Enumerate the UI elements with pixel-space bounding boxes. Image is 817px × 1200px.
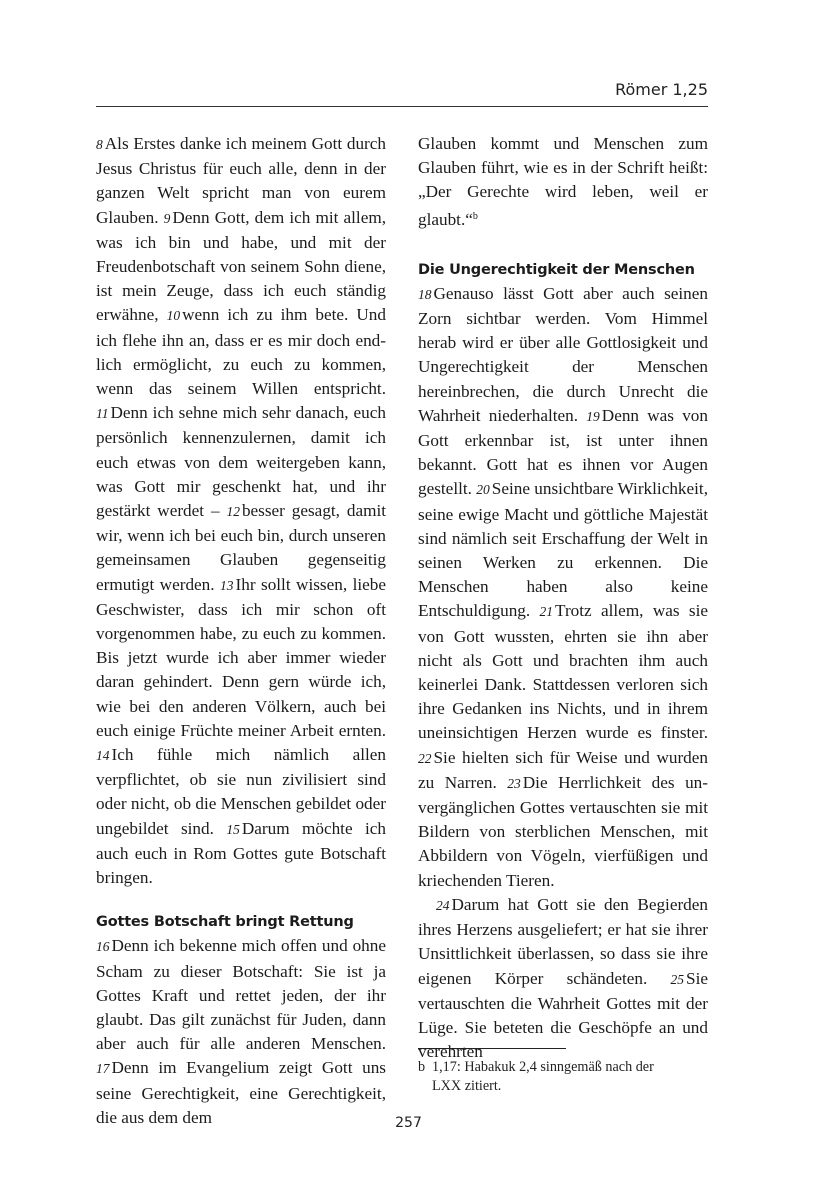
verse-text: Trotz allem, was sie von Gott wussten, ehrten sie ihn aber nicht als Gott und brachten ihm auch keinerlei Dank. Stattdessen verloren sich ihre Gedanken ins Nichts, und in ihrem uneinsichtigen Herzen wurde es finster. bbox=[418, 601, 708, 743]
section-heading: Gottes Botschaft bringt Rettung bbox=[96, 914, 354, 931]
verse-number: 17 bbox=[96, 1061, 110, 1077]
verse-text: besser gesagt, damit wir, wenn ich bei euch bin, durch unseren gemeinsamen Glauben gegenseitig ermutigt werden. bbox=[96, 501, 387, 594]
verse-number: 18 bbox=[418, 286, 432, 302]
paragraph bbox=[418, 132, 708, 232]
footnote-reference-verse: 1,17: bbox=[432, 1059, 461, 1075]
running-head: Römer 1,25 bbox=[615, 80, 708, 99]
left-column bbox=[96, 132, 386, 1130]
verse-text: Denn Gott, dem ich mit allem, was ich bin und habe, und mit der Freudenbotschaft von seinem Sohn diene, ist mein Zeuge, dass ich euch ständig erwähne, bbox=[96, 207, 386, 325]
verse-number: 13 bbox=[220, 577, 234, 593]
verse-number: 20 bbox=[476, 482, 490, 498]
verse-text: Als Erstes danke ich meinem Gott durch Jesus Christus für euch alle, denn in der ganzen Welt spricht man von eurem Glauben. bbox=[96, 134, 386, 227]
verse-text: Ich fühle mich nämlich allen verpflichtet, ob sie nun zivilisiert sind oder nicht, ob die Menschen gebildet oder ungebildet sind. bbox=[96, 745, 386, 838]
paragraph bbox=[96, 934, 386, 1130]
footnote-reference[interactable]: b bbox=[472, 210, 478, 222]
paragraph bbox=[418, 282, 708, 893]
verse-text: Sie vertauschten die Wahrheit Gottes mit der Lüge. Sie beteten die Geschöpfe an und verehrten bbox=[418, 968, 708, 1062]
verse-text: Seine unsichtbare Wirklichkeit, seine ewige Macht und göttliche Majestät sind nämlich seit Erschaffung der Welt in seinen Werken zu erkennen. Die Menschen haben also keine Entschuldigung. bbox=[418, 479, 708, 621]
verse-text: Darum hat Gott sie den Begierden ihres Herzens ausgeliefert; er hat sie ihrer Unsittlichkeit überlassen, so dass sie ihre eigenen Körper schändeten. bbox=[418, 894, 708, 988]
verse-number: 12 bbox=[226, 504, 240, 520]
paragraph bbox=[418, 893, 708, 1064]
header-rule bbox=[96, 106, 708, 107]
verse-text: Die Herrlichkeit des unvergänglichen Gottes vertauschten sie mit Bildern von sterblichen Menschen, mit Abbildern von Vögeln, vierfüßigen und kriechenden Tieren. bbox=[418, 772, 708, 890]
footnote bbox=[418, 1058, 710, 1096]
verse-number: 9 bbox=[163, 210, 171, 226]
verse-number: 8 bbox=[96, 137, 103, 152]
footnote-rule bbox=[418, 1048, 566, 1049]
verse-text: Ihr sollt wissen, liebe Geschwister, dass ich mir schon oft vorgenommen habe, zu euch zu kommen. Bis jetzt wurde ich aber immer wieder daran gehindert. Denn gern würde ich, wie bei den anderen Völkern, auch bei euch einige Früchte meiner Arbeit ernten. bbox=[96, 574, 386, 740]
page-number: 257 bbox=[395, 1115, 422, 1131]
section-heading: Die Ungerechtigkeit der Menschen bbox=[418, 261, 695, 278]
verse-text: Sie hielten sich für Weise und wurden zu Narren. bbox=[418, 747, 708, 792]
verse-number: 22 bbox=[418, 750, 432, 766]
verse-number: 19 bbox=[586, 408, 600, 424]
verse-number: 11 bbox=[96, 406, 109, 422]
verse-text: Denn was von Gott erkennbar ist, ist unter ihnen bekannt. Gott hat es ihnen vor Augen gestellt. bbox=[418, 405, 708, 499]
verse-number: 15 bbox=[226, 821, 240, 837]
verse-text: Glauben kommt und Menschen zum Glauben führt, wie es in der Schrift heißt: „Der Gerechte wird leben, weil er glaubt.“ bbox=[418, 134, 708, 229]
footnote-marker: b bbox=[418, 1059, 426, 1075]
verse-text: Darum möchte ich auch euch in Rom Gottes gute Botschaft bringen. bbox=[96, 818, 386, 888]
verse-number: 24 bbox=[436, 897, 450, 913]
footnote-text-continued: LXX zitiert. bbox=[432, 1078, 502, 1094]
verse-number: 25 bbox=[670, 971, 685, 987]
right-column bbox=[418, 132, 708, 1064]
verse-text: Denn ich sehne mich sehr danach, euch persönlich kennenzulernen, damit ich euch etwas von dem weitergeben kann, was Gott mir geschenkt hat, und ihr gestärkt werdet – bbox=[96, 403, 386, 521]
verse-number: 14 bbox=[96, 748, 110, 764]
footnote-text: Habakuk 2,4 sinngemäß nach der bbox=[464, 1059, 654, 1075]
verse-number: 10 bbox=[166, 308, 181, 324]
paragraph bbox=[96, 132, 386, 890]
verse-text: wenn ich zu ihm bete. Und ich flehe ihn an, dass er es mir doch endlich ermöglicht, zu euch zu kommen, wenn das seinem Willen entspricht. bbox=[96, 305, 386, 399]
verse-number: 23 bbox=[507, 775, 521, 791]
verse-number: 21 bbox=[539, 604, 554, 620]
verse-text: Genauso lässt Gott aber auch seinen Zorn sichtbar werden. Vom Himmel herab wird er über alle Gottlosigkeit und Ungerechtigkeit der Menschen hereinbrechen, die durch Unrecht die Wahrheit niederhalten. bbox=[418, 283, 708, 425]
verse-text: Denn ich bekenne mich offen und ohne Scham zu dieser Botschaft: Sie ist ja Gottes Kraft und rettet jeden, der ihr glaubt. Das gilt zunächst für Juden, dann aber auch für alle anderen Menschen. bbox=[96, 936, 386, 1054]
verse-number: 16 bbox=[96, 939, 110, 955]
verse-text: Denn im Evangelium zeigt Gott uns seine Gerechtigkeit, eine Gerechtigkeit, die aus dem dem bbox=[96, 1058, 386, 1127]
